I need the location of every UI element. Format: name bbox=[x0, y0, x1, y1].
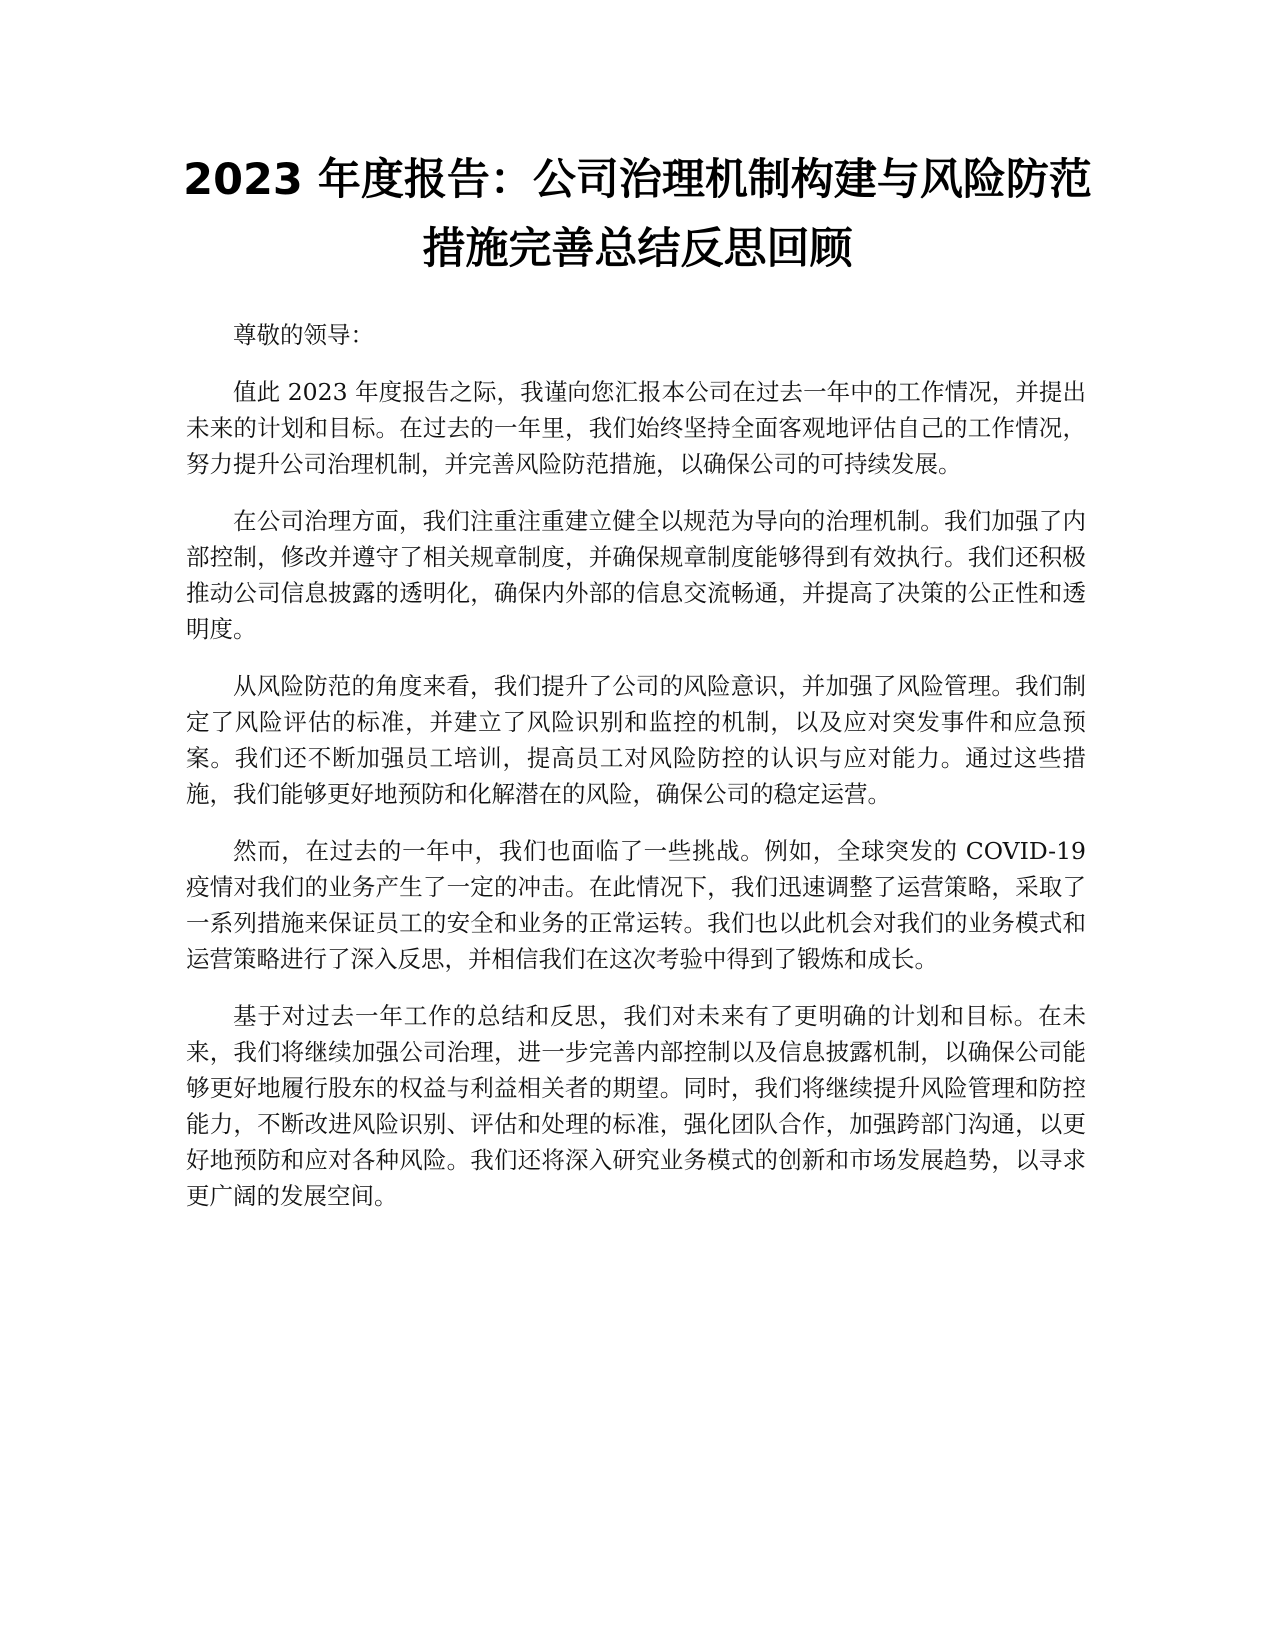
paragraph-future-plans: 基于对过去一年工作的总结和反思，我们对未来有了更明确的计划和目标。在未来，我们将继续加强公司治理，进一步完善内部控制以及信息披露机制，以确保公司能够更好地履行股东的权益与利益相关者的期望。同时，我们将继续提升风险管理和防控能力，不断改进风险识别、评估和处理的标准，强化团队合作，加强跨部门沟通，以更好地预防和应对各种风险。我们还将深入研究业务模式的创新和市场发展趋势，以寻求更广阔的发展空间。 bbox=[186, 1002, 1086, 1210]
paragraph-governance: 在公司治理方面，我们注重注重建立健全以规范为导向的治理机制。我们加强了内部控制，修改并遵守了相关规章制度，并确保规章制度能够得到有效执行。我们还积极推动公司信息披露的透明化，确保内外部的信息交流畅通，并提高了决策的公正性和透明度。 bbox=[186, 507, 1086, 643]
document-body bbox=[186, 317, 1086, 1235]
paragraph-intro: 值此 2023 年度报告之际，我谨向您汇报本公司在过去一年中的工作情况，并提出未来的计划和目标。在过去的一年里，我们始终坚持全面客观地评估自己的工作情况，努力提升公司治理机制，并完善风险防范措施，以确保公司的可持续发展。 bbox=[186, 378, 1086, 478]
salutation: 尊敬的领导： bbox=[233, 321, 374, 349]
document-title: 2023 年度报告：公司治理机制构建与风险防范措施完善总结反思回顾 bbox=[183, 155, 1092, 274]
paragraph-challenges: 然而，在过去的一年中，我们也面临了一些挑战。例如，全球突发的 COVID-19 疫情对我们的业务产生了一定的冲击。在此情况下，我们迅速调整了运营策略，采取了一系列措施来保证员工的安全和业务的正常运转。我们也以此机会对我们的业务模式和运营策略进行了深入反思，并相信我们在这次考验中得到了锻炼和成长。 bbox=[186, 837, 1086, 973]
paragraph-risk-prevention: 从风险防范的角度来看，我们提升了公司的风险意识，并加强了风险管理。我们制定了风险评估的标准，并建立了风险识别和监控的机制，以及应对突发事件和应急预案。我们还不断加强员工培训，提高员工对风险防控的认识与应对能力。通过这些措施，我们能够更好地预防和化解潜在的风险，确保公司的稳定运营。 bbox=[186, 672, 1086, 808]
